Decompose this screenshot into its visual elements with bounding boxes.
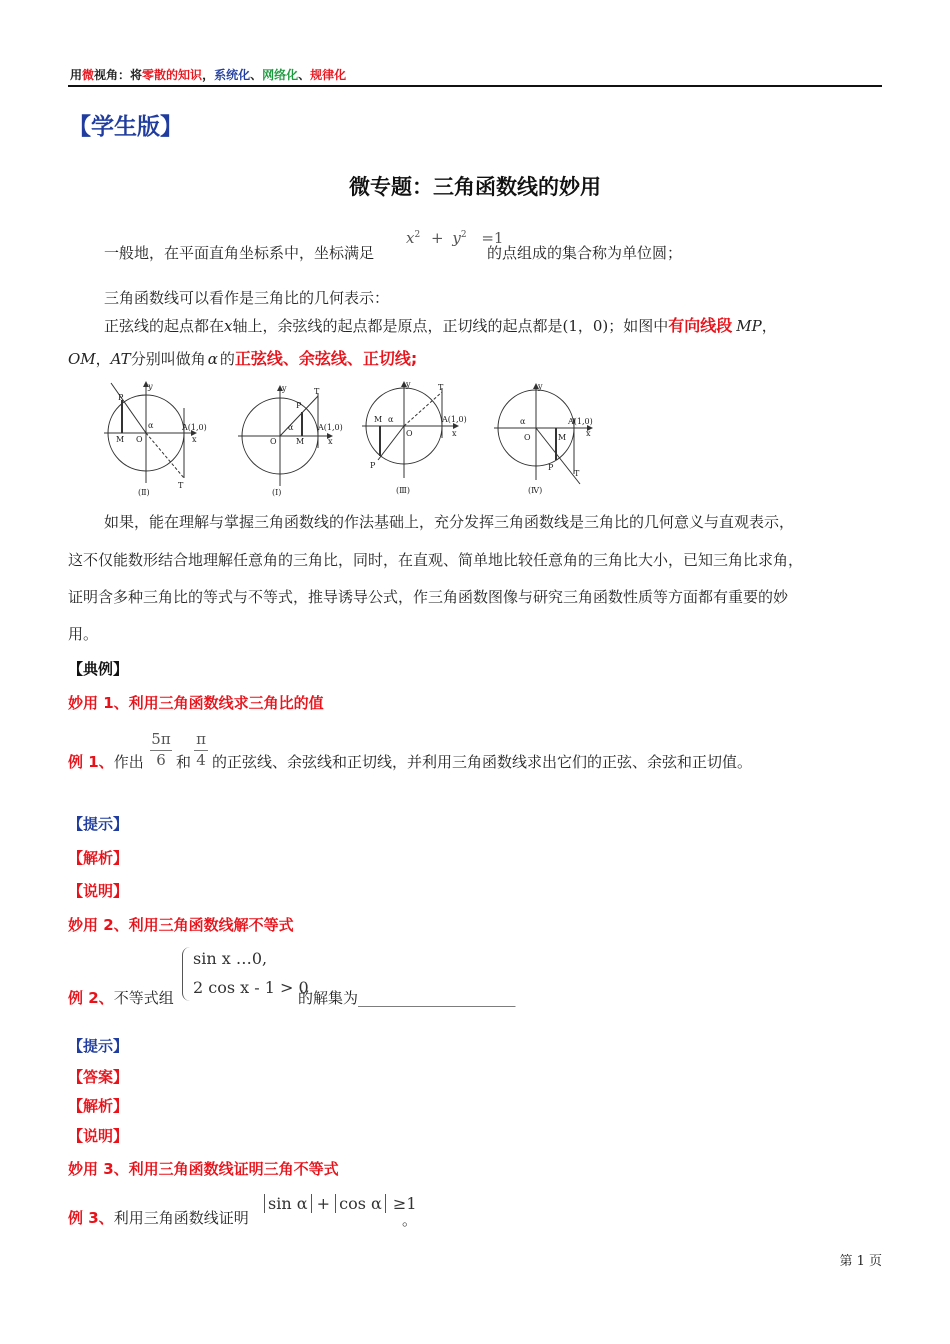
page-title: 微专题：三角函数线的妙用 [349, 175, 601, 199]
header-divider [68, 85, 882, 87]
trig-lines-label: 正弦线、余弦线、正切线; [234, 349, 418, 368]
plus: + [316, 1194, 331, 1213]
hint-label: 【提示】 [68, 1037, 129, 1055]
axis-y-label: y [148, 382, 153, 391]
point-p-label: P [370, 461, 376, 470]
hint-label: 【提示】 [68, 815, 129, 833]
point-o-label: O [136, 435, 143, 444]
example1-text: 的正弦线、余弦线和正切线，并利用三角函数线求出它们的正弦、余弦和正切值。 [212, 753, 753, 771]
answer-label: 【答案】 [68, 1068, 129, 1086]
unit-circle-figures [96, 378, 616, 500]
point-m-label: M [558, 433, 567, 442]
intro-line-3 [104, 316, 777, 336]
text: 的解集为 [298, 989, 359, 1007]
axis-x-label: x [328, 437, 333, 446]
system-eq-2: 2 cos x - 1 > 0 [193, 978, 309, 997]
intro-line-1b: 的点组成的集合称为单位圆； [487, 244, 683, 262]
example3-line [68, 1208, 249, 1228]
use1-heading: 妙用 1、利用三角函数线求三角比的值 [68, 694, 324, 712]
inequality [264, 1194, 417, 1213]
intro-line-2: 三角函数线可以看作是三角比的几何表示： [104, 289, 390, 307]
header-part: 系统化 [214, 68, 251, 82]
fraction-pi-4 [194, 730, 208, 769]
example-sep: 、 [98, 989, 114, 1007]
note-label: 【说明】 [68, 1127, 129, 1145]
point-m-label: M [296, 437, 305, 446]
figure-caption: (Ⅲ) [396, 486, 410, 495]
point-t-label: T [574, 469, 580, 478]
intro-line-1 [104, 243, 374, 263]
point-o-label: O [406, 429, 413, 438]
axis-x-label: x [586, 429, 591, 438]
text: 的 [219, 350, 235, 368]
analysis-label: 【解析】 [68, 1097, 129, 1115]
and-word: 和 [176, 753, 192, 771]
para-line-4: 用。 [68, 625, 99, 643]
point-o-label: O [524, 433, 531, 442]
header-part: 网络化 [262, 68, 299, 82]
text: x [224, 317, 233, 335]
frac-den: 6 [150, 750, 172, 769]
point-m-label: M [116, 435, 125, 444]
text: 作出 [113, 753, 144, 771]
text: 轴上，余弦线的起点都是原点，正切线的起点都是(1，0)；如图中 [232, 317, 669, 335]
angle-label: α [288, 423, 294, 432]
example2-text [298, 988, 516, 1008]
angle-label: α [148, 421, 154, 430]
text: AT [110, 350, 131, 368]
point-a-label: A(1,0) [318, 423, 343, 432]
example-sep: 、 [98, 753, 114, 771]
header-part: ， [202, 68, 215, 82]
eq-plus: + [430, 229, 444, 247]
text: OM [68, 350, 96, 368]
header-part: 、 [298, 68, 311, 82]
header-slogan [70, 66, 346, 83]
point-t-label: T [438, 383, 444, 392]
example3-end: 。 [402, 1211, 418, 1229]
system-eq-1: sin x …0, [193, 949, 268, 968]
text: 不等式组 [113, 989, 174, 1007]
frac-den: 4 [194, 750, 208, 769]
point-t-label: T [314, 387, 320, 396]
example1-line [68, 752, 144, 772]
use3-heading: 妙用 3、利用三角函数线证明三角不等式 [68, 1160, 339, 1178]
header-part: 零散的知识 [142, 68, 203, 82]
text: ， [95, 350, 111, 368]
text: 正弦线的起点都在 [104, 317, 225, 335]
rhs: ≥1 [392, 1194, 417, 1213]
text: α [207, 350, 218, 368]
header-part: 规律化 [310, 68, 347, 82]
para-line-3: 证明含多种三角比的等式与不等式，推导诱导公式，作三角函数图像与研究三角函数性质等方面都有重要的妙 [68, 588, 789, 606]
text: 分别叫做角 [130, 350, 206, 368]
figure-quadrant-1 [238, 386, 332, 486]
figure-caption: (Ⅰ) [272, 488, 282, 497]
point-p-label: P [296, 401, 302, 410]
analysis-label: 【解析】 [68, 849, 129, 867]
header-part: 微 [82, 68, 95, 82]
example-sep: 、 [98, 1209, 114, 1227]
text: ， [761, 317, 777, 335]
eq-y: y [452, 229, 461, 247]
axis-x-label: x [452, 429, 457, 438]
angle-label: α [388, 415, 394, 424]
example2-line [68, 988, 174, 1008]
para-line-1: 如果，能在理解与掌握三角函数线的作法基础上，充分发挥三角函数线是三角比的几何意义与直观表示， [104, 513, 795, 531]
header-part: 用 [70, 68, 83, 82]
example-label: 例 2 [68, 989, 99, 1007]
use2-heading: 妙用 2、利用三角函数线解不等式 [68, 916, 294, 934]
eq-sup: 2 [414, 230, 421, 240]
point-o-label: O [270, 437, 277, 446]
intro-text: 一般地，在平面直角坐标系中，坐标满足 [104, 244, 375, 262]
figure-caption: (Ⅱ) [138, 488, 150, 497]
fraction-5pi-6 [150, 730, 172, 769]
eq-x: x [406, 229, 415, 247]
system-brace [182, 947, 190, 1001]
para-line-2: 这不仅能数形结合地理解任意角的三角比，同时，在直观、简单地比较任意角的三角比大小，已知三角比求角， [68, 551, 804, 569]
intro-line-4 [68, 349, 417, 369]
axis-y-label: y [538, 382, 543, 391]
header-part: 、 [250, 68, 263, 82]
point-a-label: A(1,0) [182, 423, 207, 432]
abs-cos: cos α [335, 1194, 386, 1213]
page-number: 第 1 页 [839, 1254, 882, 1269]
header-part: 视角：将 [94, 68, 143, 82]
example-label: 例 1 [68, 753, 99, 771]
directed-segment-label: 有向线段 [668, 316, 733, 335]
frac-num: 5π [151, 730, 171, 748]
version-label: 【学生版】 [68, 114, 183, 140]
axis-y-label: y [282, 384, 287, 393]
axis-x-label: x [192, 435, 197, 444]
text: 利用三角函数线证明 [113, 1209, 249, 1227]
examples-heading: 【典例】 [68, 660, 129, 678]
eq-rhs: =1 [481, 229, 504, 247]
point-t-label: T [178, 481, 184, 490]
example-label: 例 3 [68, 1209, 99, 1227]
point-a-label: A(1,0) [568, 417, 593, 426]
point-a-label: A(1,0) [442, 415, 467, 424]
answer-blank[interactable]: _____________________ [358, 989, 516, 1007]
axis-y-label: y [406, 380, 411, 389]
point-m-label: M [374, 415, 383, 424]
eq-sup: 2 [460, 230, 467, 240]
frac-num: π [196, 730, 206, 748]
figure-caption: (Ⅳ) [528, 486, 543, 495]
abs-sin: sin α [264, 1194, 312, 1213]
point-p-label: P [548, 463, 554, 472]
text: MP [736, 317, 762, 335]
note-label: 【说明】 [68, 882, 129, 900]
point-p-label: P [118, 393, 124, 402]
angle-label: α [520, 417, 526, 426]
